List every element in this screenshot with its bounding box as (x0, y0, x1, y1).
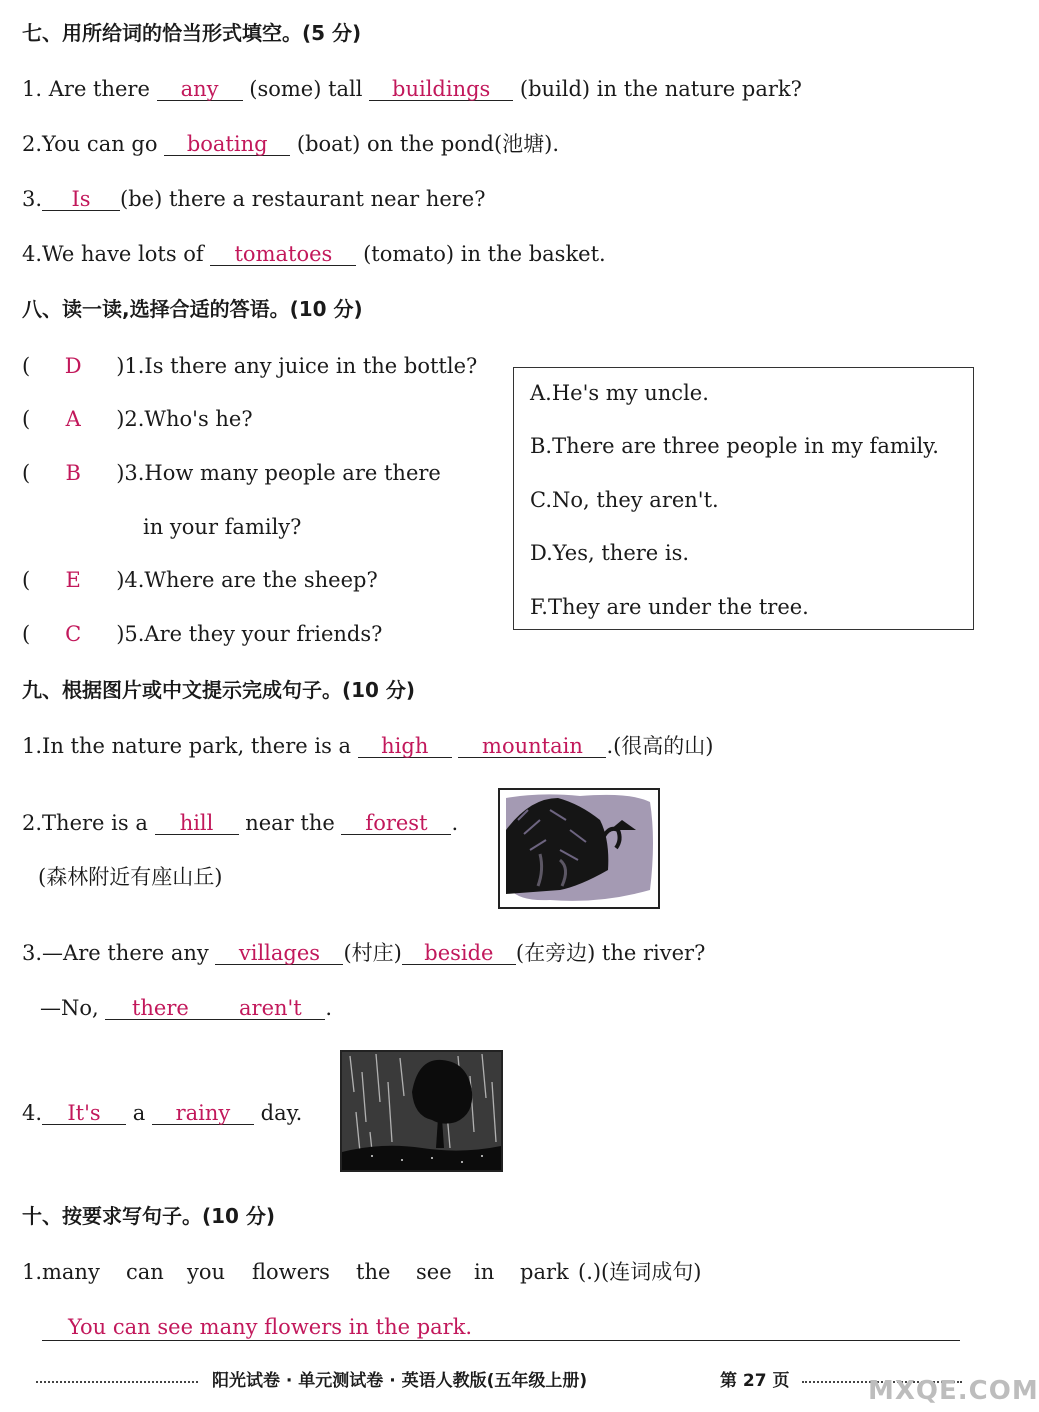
q-text: )1.Is there any juice in the bottle? (116, 354, 478, 378)
hill-forest-illustration (500, 790, 658, 907)
footer-title: 阳光试卷 · 单元测试卷 · 英语人教版(五年级上册) (212, 1371, 588, 1391)
answer-blank[interactable]: rainy (152, 1100, 254, 1125)
answer-blank[interactable]: mountain (458, 733, 606, 758)
scrambled-word: can (126, 1260, 164, 1284)
paren-open: ( (22, 622, 31, 646)
answer-blank[interactable]: Is (42, 186, 120, 211)
section10-heading: 十、按要求写句子。(10 分) (22, 1204, 276, 1228)
scrambled-word: you (187, 1260, 226, 1284)
sentence-answer[interactable]: You can see many flowers in the park. (68, 1315, 473, 1339)
s8-item-3 (22, 460, 441, 486)
s9-question-2-hint: (森林附近有座山丘) (38, 865, 223, 889)
watermark-text: MXQE.COM (868, 1376, 1039, 1406)
scrambled-word: the (356, 1260, 391, 1284)
q-number: 2. (22, 811, 43, 835)
scrambled-word: many (42, 1260, 100, 1284)
q-text: (tomato) in the basket. (363, 242, 606, 266)
paren-open: ( (22, 568, 31, 592)
q-text: day. (260, 1101, 303, 1125)
q-text: (村庄) (343, 941, 402, 965)
q-text: (在旁边) the river? (515, 941, 706, 965)
s7-question-1 (22, 76, 802, 102)
q-text: (be) there a restaurant near here? (120, 187, 486, 211)
q-text: In the nature park, there is a (42, 734, 352, 758)
s9-question-1 (22, 733, 714, 759)
s7-question-4 (22, 241, 606, 267)
q-number: 2. (22, 132, 43, 156)
rainy-day-picture (340, 1050, 503, 1172)
paren-open: ( (22, 461, 31, 485)
answer-blank[interactable]: there (105, 995, 215, 1020)
s7-question-3 (22, 186, 486, 212)
q-number: 3. (22, 187, 43, 211)
answer-blank[interactable]: boating (164, 131, 290, 156)
q-text: There is a (42, 811, 148, 835)
s9-question-3-reply (40, 995, 332, 1021)
answer-blank[interactable]: villages (215, 940, 343, 965)
option-c: C.No, they aren't. (530, 488, 719, 512)
q-number: 3. (22, 941, 43, 965)
scrambled-word: park (520, 1260, 569, 1284)
answer-blank[interactable]: forest (341, 810, 451, 835)
q-text: )3.How many people are there (116, 461, 441, 485)
q-text: Are there (48, 77, 150, 101)
scrambled-word: in (474, 1260, 495, 1284)
answer-blank[interactable]: buildings (369, 76, 513, 101)
s10-question-1-num: 1. (22, 1260, 43, 1284)
q-text: a (132, 1101, 146, 1125)
q-text: You can go (42, 132, 158, 156)
rainy-day-illustration (342, 1052, 501, 1170)
choice-answer[interactable]: A (65, 407, 81, 431)
paren-open: ( (22, 407, 31, 431)
scrambled-word: flowers (252, 1260, 330, 1284)
section9-heading: 九、根据图片或中文提示完成句子。(10 分) (22, 678, 416, 702)
q-text: . (325, 996, 333, 1020)
option-a: A.He's my uncle. (530, 381, 709, 405)
s8-item-3-cont: in your family? (143, 515, 302, 539)
q-text: —No, (40, 996, 99, 1020)
s8-item-4 (22, 567, 378, 593)
section8-heading: 八、读一读,选择合适的答语。(10 分) (22, 297, 363, 321)
answer-blank[interactable]: It's (42, 1100, 126, 1125)
s7-question-2 (22, 131, 559, 157)
s9-question-2 (22, 810, 458, 836)
choice-answer[interactable]: D (64, 354, 82, 378)
q-text: . (451, 811, 459, 835)
choice-answer[interactable]: B (65, 461, 81, 485)
s8-item-2 (22, 406, 253, 432)
page-number: 第 27 页 (720, 1371, 790, 1391)
choice-answer[interactable]: E (65, 568, 81, 592)
q-text: )2.Who's he? (116, 407, 253, 431)
footer-dots-left (36, 1381, 198, 1383)
s9-question-3 (22, 940, 705, 966)
answer-blank[interactable]: tomatoes (210, 241, 356, 266)
q-text: We have lots of (42, 242, 204, 266)
answer-blank[interactable]: hill (155, 810, 239, 835)
answer-blank[interactable]: high (358, 733, 452, 758)
answer-blank[interactable]: beside (402, 940, 516, 965)
option-f: F.They are under the tree. (530, 595, 809, 619)
q-text: (boat) on the pond(池塘). (296, 132, 560, 156)
q-number: 4. (22, 1101, 43, 1125)
q-text: )4.Where are the sheep? (116, 568, 378, 592)
q-text: (some) tall (249, 77, 363, 101)
q-number: 1. (22, 734, 43, 758)
q-text: .(很高的山) (606, 734, 714, 758)
paren-open: ( (22, 354, 31, 378)
q-text: )5.Are they your friends? (116, 622, 383, 646)
option-d: D.Yes, there is. (530, 541, 690, 565)
hill-forest-picture (498, 788, 660, 909)
s8-item-1 (22, 353, 477, 379)
answer-blank[interactable]: any (157, 76, 243, 101)
choice-answer[interactable]: C (65, 622, 82, 646)
q-number: 1. (22, 77, 43, 101)
scrambled-tail: (.)(连词成句) (578, 1260, 702, 1284)
s8-item-5 (22, 621, 382, 647)
answer-line (42, 1340, 960, 1341)
section7-heading: 七、用所给词的恰当形式填空。(5 分) (22, 21, 362, 45)
option-b: B.There are three people in my family. (530, 434, 939, 458)
q-text: near the (245, 811, 335, 835)
q-text: —Are there any (42, 941, 209, 965)
s9-question-4 (22, 1100, 302, 1126)
q-number: 4. (22, 242, 43, 266)
answer-blank[interactable]: aren't (215, 995, 325, 1020)
q-text: (build) in the nature park? (519, 77, 802, 101)
scrambled-word: see (416, 1260, 452, 1284)
